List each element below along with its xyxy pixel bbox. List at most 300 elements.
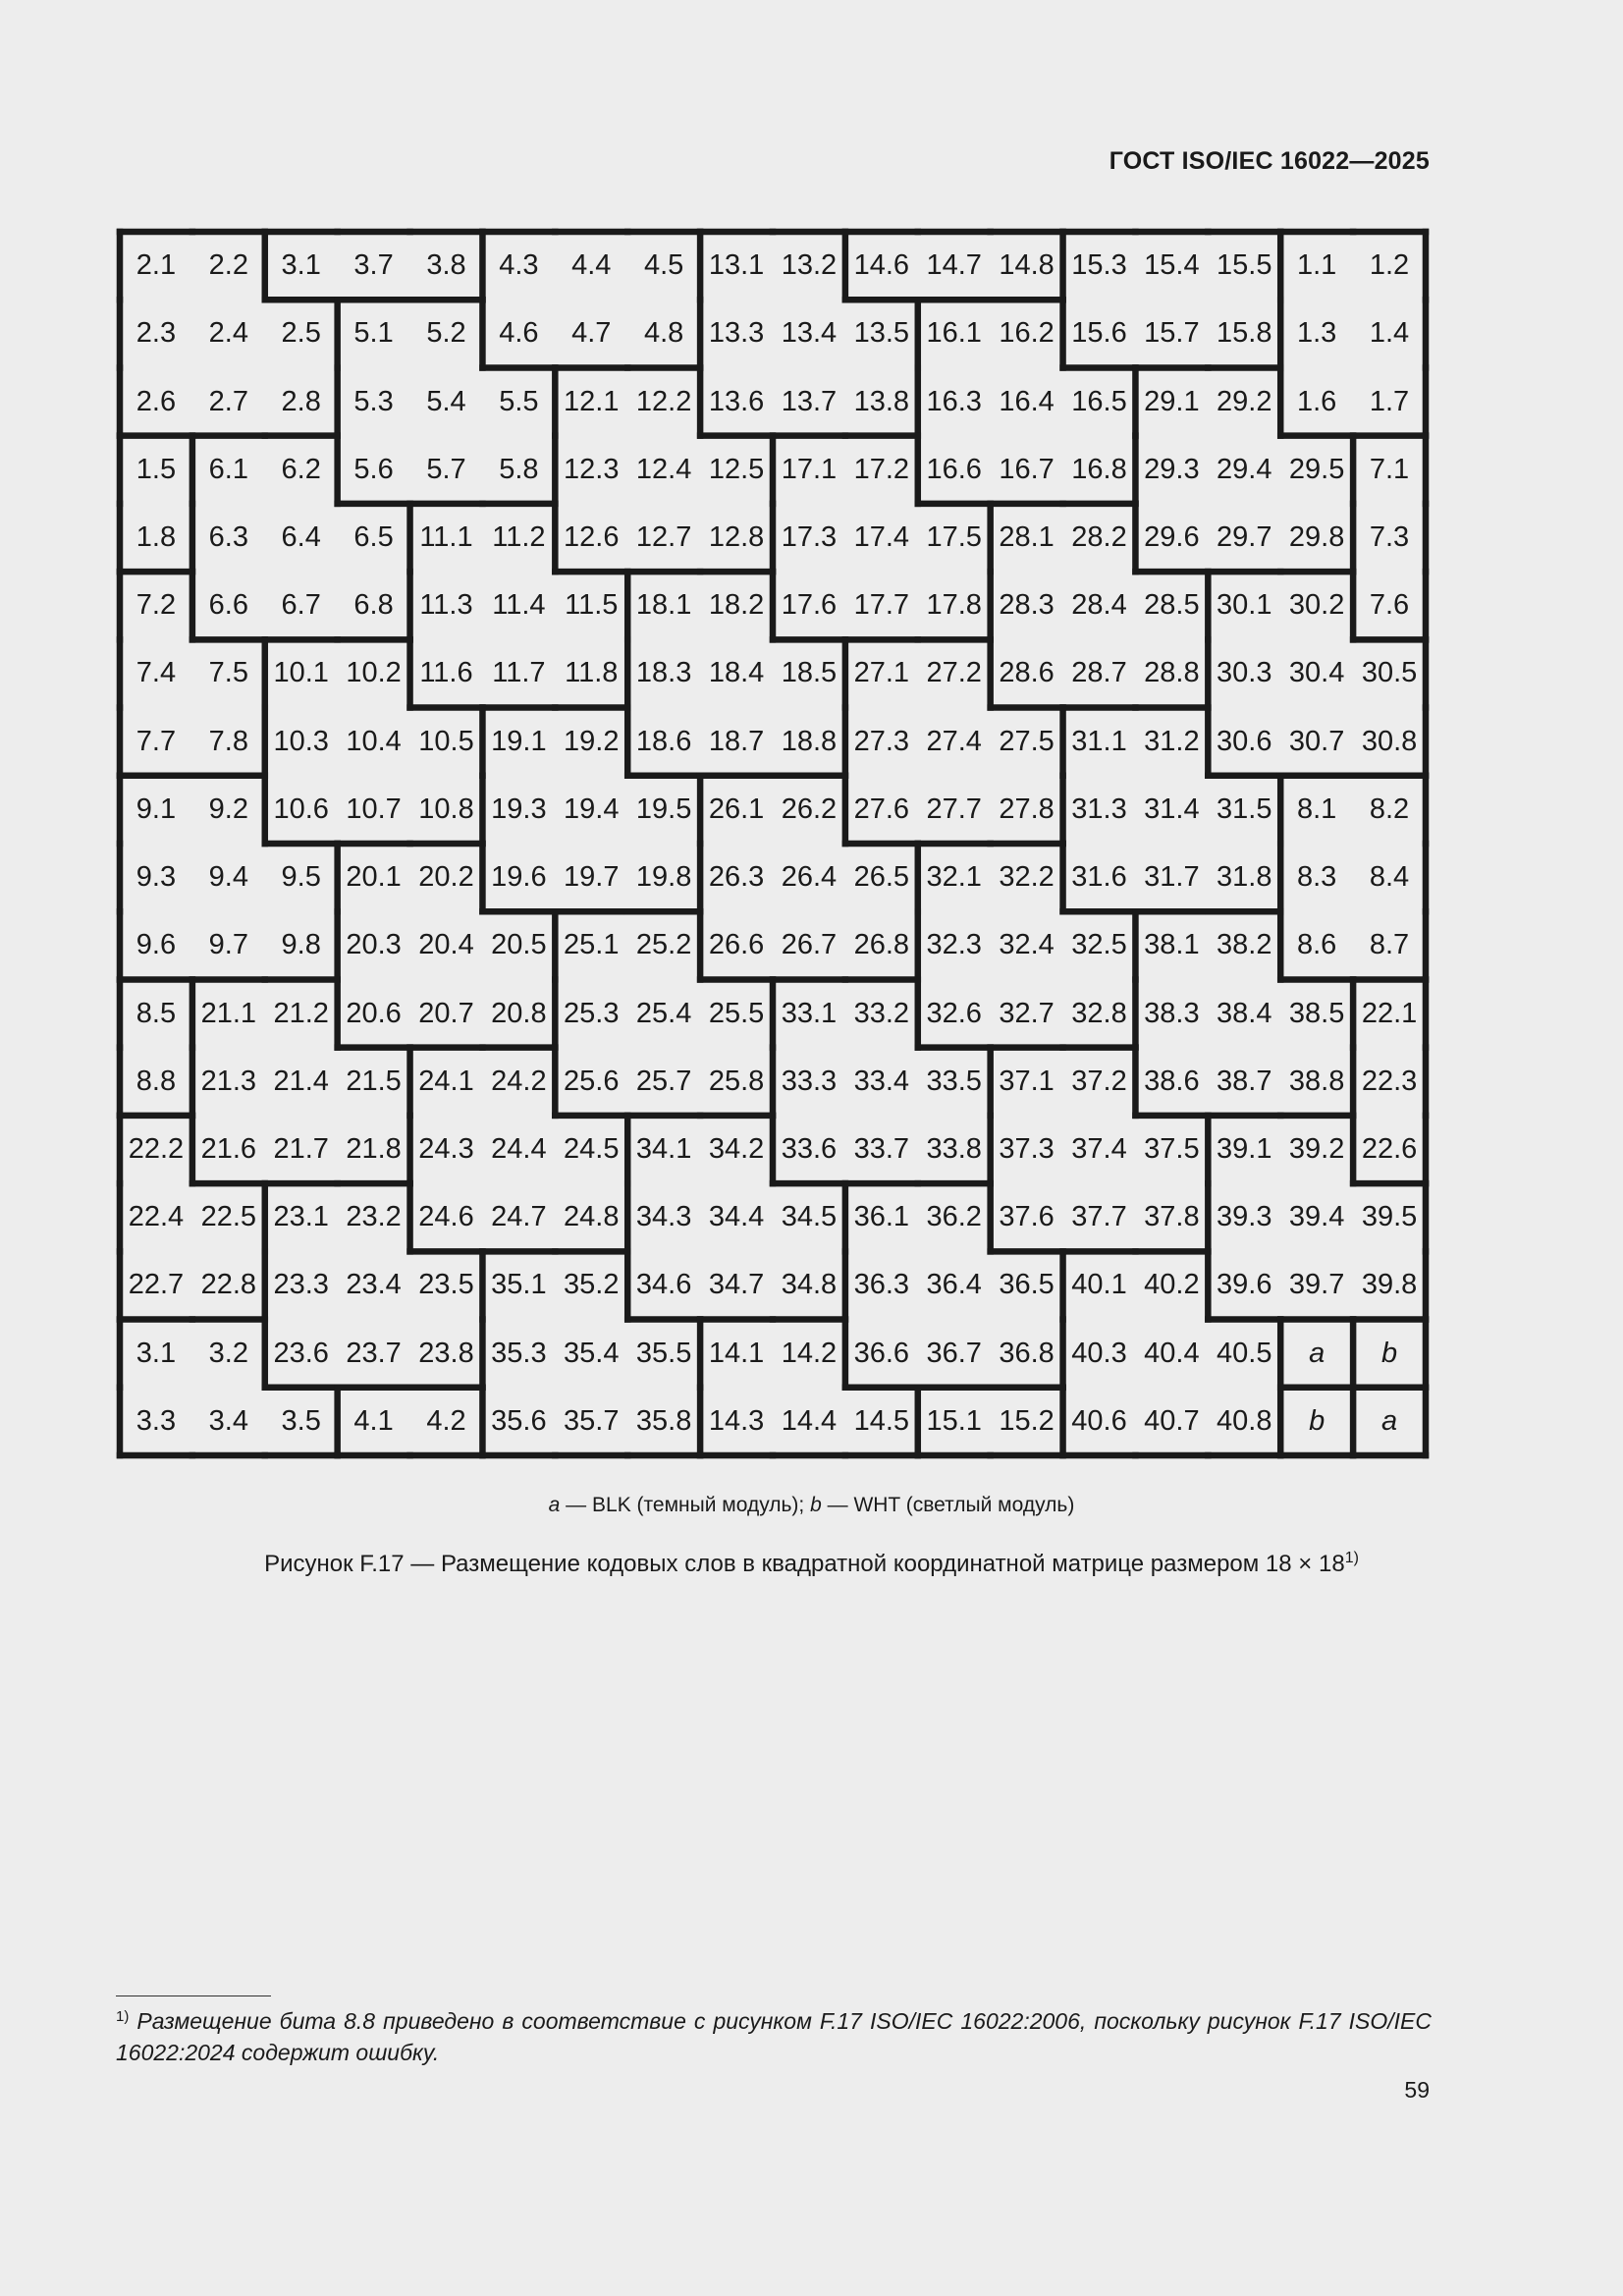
matrix-cell: 9.6 <box>120 911 192 979</box>
matrix-cell: 22.2 <box>120 1116 192 1183</box>
matrix-cell: 30.1 <box>1208 572 1280 639</box>
matrix-cell: 12.6 <box>555 504 627 572</box>
matrix-cell: 26.3 <box>700 844 773 911</box>
matrix-cell: 37.1 <box>991 1048 1063 1116</box>
matrix-cell: 38.3 <box>1135 979 1208 1047</box>
footnote-text: Размещение бита 8.8 приведено в соответствие с рисунком F.17 ISO/IEC 16022:2006, поскольку рисунок F.17 ISO/IEC 16022:2024 содержит ошибку. <box>116 2008 1432 2065</box>
matrix-cell: 6.3 <box>192 504 265 572</box>
matrix-cell: 20.4 <box>410 911 483 979</box>
matrix-cell: 5.2 <box>410 300 483 367</box>
matrix-cell: 39.5 <box>1353 1183 1426 1251</box>
matrix-cell: 7.6 <box>1353 572 1426 639</box>
matrix-cell: 12.8 <box>700 504 773 572</box>
matrix-cell: 6.7 <box>265 572 338 639</box>
matrix-cell: 29.8 <box>1280 504 1353 572</box>
matrix-cell: 28.4 <box>1063 572 1136 639</box>
matrix-cell: 5.8 <box>482 436 555 504</box>
matrix-cell: 34.5 <box>773 1183 845 1251</box>
matrix-cell: 36.8 <box>991 1320 1063 1388</box>
matrix-cell: 13.4 <box>773 300 845 367</box>
figure-legend <box>0 1494 1623 1517</box>
matrix-cell: 29.5 <box>1280 436 1353 504</box>
matrix-cell: 24.3 <box>410 1116 483 1183</box>
matrix-cell: 16.7 <box>991 436 1063 504</box>
matrix-cell: 3.2 <box>192 1320 265 1388</box>
matrix-cell: 9.4 <box>192 844 265 911</box>
matrix-cell: 27.2 <box>918 639 991 707</box>
matrix-cell: 26.6 <box>700 911 773 979</box>
matrix-cell: 24.1 <box>410 1048 483 1116</box>
matrix-cell: 9.2 <box>192 776 265 844</box>
matrix-cell: 28.7 <box>1063 639 1136 707</box>
matrix-cell: 40.6 <box>1063 1388 1136 1455</box>
matrix-cell: 14.4 <box>773 1388 845 1455</box>
matrix-cell: a <box>1280 1320 1353 1388</box>
matrix-cell: 24.4 <box>482 1116 555 1183</box>
matrix-cell: 18.4 <box>700 639 773 707</box>
matrix-cell: 39.8 <box>1353 1251 1426 1319</box>
matrix-cell: 25.8 <box>700 1048 773 1116</box>
matrix-cell: 31.5 <box>1208 776 1280 844</box>
matrix-cell: 11.3 <box>410 572 483 639</box>
matrix-cell: 24.8 <box>555 1183 627 1251</box>
matrix-cell: 31.3 <box>1063 776 1136 844</box>
matrix-cell: 5.6 <box>338 436 410 504</box>
matrix-cell: 30.3 <box>1208 639 1280 707</box>
matrix-cell: 39.3 <box>1208 1183 1280 1251</box>
matrix-cell: 15.4 <box>1135 232 1208 300</box>
matrix-cell: 2.6 <box>120 367 192 435</box>
matrix-cell: 33.2 <box>845 979 918 1047</box>
matrix-cell: 21.3 <box>192 1048 265 1116</box>
matrix-cell: 13.7 <box>773 367 845 435</box>
matrix-cell: 1.8 <box>120 504 192 572</box>
matrix-cell: 4.4 <box>555 232 627 300</box>
matrix-cell: 36.6 <box>845 1320 918 1388</box>
matrix-cell: 25.1 <box>555 911 627 979</box>
matrix-cell: 16.8 <box>1063 436 1136 504</box>
matrix-cell: 35.4 <box>555 1320 627 1388</box>
matrix-cell: 27.6 <box>845 776 918 844</box>
matrix-cell: 27.8 <box>991 776 1063 844</box>
matrix-cell: 7.7 <box>120 708 192 776</box>
matrix-cell: 27.1 <box>845 639 918 707</box>
matrix-cell: 1.5 <box>120 436 192 504</box>
matrix-cell: 37.7 <box>1063 1183 1136 1251</box>
matrix-cell: 17.3 <box>773 504 845 572</box>
matrix-cell: 39.4 <box>1280 1183 1353 1251</box>
matrix-cell: 30.4 <box>1280 639 1353 707</box>
matrix-cell: 34.7 <box>700 1251 773 1319</box>
matrix-cell: 36.3 <box>845 1251 918 1319</box>
matrix-cell: 9.5 <box>265 844 338 911</box>
matrix-cell: 38.5 <box>1280 979 1353 1047</box>
matrix-cell: 8.6 <box>1280 911 1353 979</box>
matrix-cell: 39.7 <box>1280 1251 1353 1319</box>
matrix-cell: 31.8 <box>1208 844 1280 911</box>
matrix-cell: 21.2 <box>265 979 338 1047</box>
matrix-cell: 33.5 <box>918 1048 991 1116</box>
matrix-cell: 10.1 <box>265 639 338 707</box>
matrix-cell: 28.3 <box>991 572 1063 639</box>
matrix-cell: 20.8 <box>482 979 555 1047</box>
matrix-cell: 3.3 <box>120 1388 192 1455</box>
matrix-cell: 1.6 <box>1280 367 1353 435</box>
matrix-cell: 6.5 <box>338 504 410 572</box>
matrix-cell: 14.8 <box>991 232 1063 300</box>
matrix-cell: 21.4 <box>265 1048 338 1116</box>
matrix-cell: 13.5 <box>845 300 918 367</box>
matrix-cell: 32.4 <box>991 911 1063 979</box>
matrix-cell: 25.5 <box>700 979 773 1047</box>
matrix-cell: 3.8 <box>410 232 483 300</box>
matrix-cell: 9.8 <box>265 911 338 979</box>
matrix-cell: 5.3 <box>338 367 410 435</box>
matrix-cell: 39.2 <box>1280 1116 1353 1183</box>
matrix-cell: 40.5 <box>1208 1320 1280 1388</box>
matrix-cell: 35.6 <box>482 1388 555 1455</box>
matrix-cell: 4.3 <box>482 232 555 300</box>
matrix-cell: 32.3 <box>918 911 991 979</box>
matrix-cell: 22.8 <box>192 1251 265 1319</box>
matrix-cell: 29.2 <box>1208 367 1280 435</box>
matrix-cell: 30.8 <box>1353 708 1426 776</box>
matrix-cell: 17.5 <box>918 504 991 572</box>
matrix-cell: 18.1 <box>627 572 700 639</box>
legend-b-letter: b <box>810 1494 822 1516</box>
matrix-cell: 28.2 <box>1063 504 1136 572</box>
matrix-cell: 9.3 <box>120 844 192 911</box>
matrix-cell: 9.7 <box>192 911 265 979</box>
matrix-cell: 2.5 <box>265 300 338 367</box>
matrix-cell: 7.5 <box>192 639 265 707</box>
matrix-cell: 2.3 <box>120 300 192 367</box>
matrix-cell: 21.6 <box>192 1116 265 1183</box>
page-number: 59 <box>1404 2077 1430 2103</box>
matrix-cell: 38.6 <box>1135 1048 1208 1116</box>
matrix-cell: 40.7 <box>1135 1388 1208 1455</box>
matrix-cell: 13.1 <box>700 232 773 300</box>
matrix-cell: 16.4 <box>991 367 1063 435</box>
codeword-boundary-lines <box>118 230 1428 1457</box>
matrix-cell: 23.2 <box>338 1183 410 1251</box>
matrix-cell: 22.7 <box>120 1251 192 1319</box>
matrix-cell: 20.7 <box>410 979 483 1047</box>
matrix-cell: 27.5 <box>991 708 1063 776</box>
matrix-cell: 3.7 <box>338 232 410 300</box>
matrix-cell: 13.2 <box>773 232 845 300</box>
matrix-cell: 18.7 <box>700 708 773 776</box>
matrix-cell: 34.4 <box>700 1183 773 1251</box>
matrix-cell: 11.4 <box>482 572 555 639</box>
matrix-cell: 29.4 <box>1208 436 1280 504</box>
matrix-cell: 14.3 <box>700 1388 773 1455</box>
matrix-cell: 10.7 <box>338 776 410 844</box>
matrix-cell: 6.6 <box>192 572 265 639</box>
matrix-cell: 4.6 <box>482 300 555 367</box>
matrix-cell: 25.2 <box>627 911 700 979</box>
matrix-cell: 26.1 <box>700 776 773 844</box>
matrix-cell: 11.7 <box>482 639 555 707</box>
figure-caption <box>0 1550 1623 1578</box>
legend-a-text: — BLK (темный модуль); <box>560 1494 811 1516</box>
matrix-cell: 20.2 <box>410 844 483 911</box>
matrix-cell: 11.1 <box>410 504 483 572</box>
matrix-cell: 32.1 <box>918 844 991 911</box>
matrix-cell: 3.4 <box>192 1388 265 1455</box>
matrix-cell: 40.2 <box>1135 1251 1208 1319</box>
matrix-cell: 20.5 <box>482 911 555 979</box>
matrix-cell: 15.3 <box>1063 232 1136 300</box>
matrix-cell: 25.6 <box>555 1048 627 1116</box>
matrix-cell: 34.6 <box>627 1251 700 1319</box>
matrix-cell: 33.3 <box>773 1048 845 1116</box>
matrix-cell: 5.7 <box>410 436 483 504</box>
matrix-cell: 24.5 <box>555 1116 627 1183</box>
matrix-cell: 4.1 <box>338 1388 410 1455</box>
matrix-cell: 8.3 <box>1280 844 1353 911</box>
matrix-cell: 4.8 <box>627 300 700 367</box>
matrix-cell: 21.7 <box>265 1116 338 1183</box>
matrix-cell: 14.7 <box>918 232 991 300</box>
matrix-cell: 15.6 <box>1063 300 1136 367</box>
matrix-cell: 22.5 <box>192 1183 265 1251</box>
matrix-cell: 31.2 <box>1135 708 1208 776</box>
matrix-cell: 8.4 <box>1353 844 1426 911</box>
matrix-cell: a <box>1353 1388 1426 1455</box>
matrix-cell: 2.8 <box>265 367 338 435</box>
matrix-cell: 38.8 <box>1280 1048 1353 1116</box>
matrix-cell: 30.6 <box>1208 708 1280 776</box>
matrix-cell: 24.7 <box>482 1183 555 1251</box>
matrix-cell: 7.3 <box>1353 504 1426 572</box>
matrix-cell: 35.1 <box>482 1251 555 1319</box>
matrix-cell: 37.8 <box>1135 1183 1208 1251</box>
matrix-cell: 7.8 <box>192 708 265 776</box>
matrix-cell: b <box>1353 1320 1426 1388</box>
legend-a-letter: a <box>548 1494 561 1516</box>
matrix-cell: 36.1 <box>845 1183 918 1251</box>
matrix-cell: 19.7 <box>555 844 627 911</box>
matrix-cell: 18.6 <box>627 708 700 776</box>
footnote-divider <box>116 1995 271 1996</box>
matrix-cell: 34.8 <box>773 1251 845 1319</box>
matrix-cell: 10.4 <box>338 708 410 776</box>
matrix-cell: 37.2 <box>1063 1048 1136 1116</box>
matrix-cell: 16.1 <box>918 300 991 367</box>
matrix-cell: 13.3 <box>700 300 773 367</box>
matrix-cell: 31.4 <box>1135 776 1208 844</box>
matrix-cell: 28.6 <box>991 639 1063 707</box>
matrix-cell: 14.5 <box>845 1388 918 1455</box>
matrix-cell: 16.5 <box>1063 367 1136 435</box>
matrix-cell: 31.7 <box>1135 844 1208 911</box>
matrix-cell: 1.1 <box>1280 232 1353 300</box>
matrix-cell: 29.7 <box>1208 504 1280 572</box>
matrix-cell: 3.5 <box>265 1388 338 1455</box>
matrix-cell: 38.4 <box>1208 979 1280 1047</box>
matrix-cell: 22.4 <box>120 1183 192 1251</box>
matrix-cell: 26.4 <box>773 844 845 911</box>
matrix-cell: 2.7 <box>192 367 265 435</box>
matrix-cell: 32.6 <box>918 979 991 1047</box>
matrix-cell: 32.5 <box>1063 911 1136 979</box>
matrix-cell: b <box>1280 1388 1353 1455</box>
matrix-cell: 36.5 <box>991 1251 1063 1319</box>
matrix-cell: 2.4 <box>192 300 265 367</box>
matrix-cell: 17.2 <box>845 436 918 504</box>
matrix-cell: 28.5 <box>1135 572 1208 639</box>
matrix-cell: 27.7 <box>918 776 991 844</box>
matrix-cell: 32.2 <box>991 844 1063 911</box>
matrix-cell: 17.1 <box>773 436 845 504</box>
matrix-cell: 39.6 <box>1208 1251 1280 1319</box>
matrix-cell: 12.3 <box>555 436 627 504</box>
matrix-cell: 22.3 <box>1353 1048 1426 1116</box>
matrix-cell: 38.1 <box>1135 911 1208 979</box>
matrix-cell: 3.1 <box>265 232 338 300</box>
matrix-cell: 32.8 <box>1063 979 1136 1047</box>
matrix-cell: 14.1 <box>700 1320 773 1388</box>
matrix-cell: 7.4 <box>120 639 192 707</box>
matrix-cell: 30.5 <box>1353 639 1426 707</box>
matrix-cell: 11.8 <box>555 639 627 707</box>
matrix-cell: 31.1 <box>1063 708 1136 776</box>
matrix-cell: 38.2 <box>1208 911 1280 979</box>
matrix-cell: 35.2 <box>555 1251 627 1319</box>
matrix-cell: 19.1 <box>482 708 555 776</box>
matrix-cell: 18.3 <box>627 639 700 707</box>
matrix-cell: 19.4 <box>555 776 627 844</box>
matrix-cell: 8.8 <box>120 1048 192 1116</box>
matrix-cell: 26.2 <box>773 776 845 844</box>
matrix-cell: 36.2 <box>918 1183 991 1251</box>
matrix-cell: 28.8 <box>1135 639 1208 707</box>
matrix-cell: 17.6 <box>773 572 845 639</box>
matrix-cell: 27.4 <box>918 708 991 776</box>
caption-text: Рисунок F.17 — Размещение кодовых слов в квадратной координатной матрице размером 18 × 18 <box>264 1551 1345 1577</box>
caption-footnote-mark: 1) <box>1344 1550 1359 1566</box>
matrix-cell: 17.4 <box>845 504 918 572</box>
matrix-cell: 2.2 <box>192 232 265 300</box>
matrix-cell: 5.1 <box>338 300 410 367</box>
matrix-cell: 23.3 <box>265 1251 338 1319</box>
matrix-cell: 8.7 <box>1353 911 1426 979</box>
matrix-cell: 20.3 <box>338 911 410 979</box>
matrix-cell: 1.3 <box>1280 300 1353 367</box>
codeword-placement-matrix <box>120 232 1426 1455</box>
matrix-cell: 3.1 <box>120 1320 192 1388</box>
matrix-cell: 2.1 <box>120 232 192 300</box>
matrix-cell: 12.2 <box>627 367 700 435</box>
matrix-cell: 37.5 <box>1135 1116 1208 1183</box>
matrix-cell: 33.1 <box>773 979 845 1047</box>
matrix-cell: 7.1 <box>1353 436 1426 504</box>
matrix-cell: 18.5 <box>773 639 845 707</box>
matrix-cell: 10.8 <box>410 776 483 844</box>
matrix-cell: 15.1 <box>918 1388 991 1455</box>
matrix-cell: 34.3 <box>627 1183 700 1251</box>
matrix-cell: 11.5 <box>555 572 627 639</box>
matrix-cell: 23.5 <box>410 1251 483 1319</box>
legend-b-text: — WHT (светлый модуль) <box>821 1494 1075 1516</box>
matrix-cell: 27.3 <box>845 708 918 776</box>
matrix-cell: 31.6 <box>1063 844 1136 911</box>
matrix-cell: 12.1 <box>555 367 627 435</box>
matrix-cell: 23.6 <box>265 1320 338 1388</box>
matrix-cell: 40.8 <box>1208 1388 1280 1455</box>
matrix-cell: 23.1 <box>265 1183 338 1251</box>
matrix-cell: 20.1 <box>338 844 410 911</box>
matrix-cell: 39.1 <box>1208 1116 1280 1183</box>
matrix-cell: 37.6 <box>991 1183 1063 1251</box>
matrix-cell: 10.2 <box>338 639 410 707</box>
matrix-cell: 21.5 <box>338 1048 410 1116</box>
matrix-cell: 35.8 <box>627 1388 700 1455</box>
matrix-cell: 12.5 <box>700 436 773 504</box>
matrix-cell: 4.7 <box>555 300 627 367</box>
matrix-cell: 19.6 <box>482 844 555 911</box>
matrix-cell: 29.3 <box>1135 436 1208 504</box>
matrix-cell: 8.2 <box>1353 776 1426 844</box>
matrix-cell: 8.1 <box>1280 776 1353 844</box>
matrix-cell: 6.1 <box>192 436 265 504</box>
matrix-cell: 23.4 <box>338 1251 410 1319</box>
matrix-cell: 17.7 <box>845 572 918 639</box>
matrix-cell: 15.2 <box>991 1388 1063 1455</box>
matrix-cell: 15.7 <box>1135 300 1208 367</box>
matrix-cell: 22.1 <box>1353 979 1426 1047</box>
footnote <box>116 2001 1432 2068</box>
matrix-cell: 38.7 <box>1208 1048 1280 1116</box>
matrix-cell: 6.2 <box>265 436 338 504</box>
matrix-cell: 35.7 <box>555 1388 627 1455</box>
matrix-cell: 25.7 <box>627 1048 700 1116</box>
matrix-cell: 10.5 <box>410 708 483 776</box>
matrix-cell: 6.8 <box>338 572 410 639</box>
matrix-cell: 18.8 <box>773 708 845 776</box>
matrix-cell: 19.2 <box>555 708 627 776</box>
matrix-cell: 23.7 <box>338 1320 410 1388</box>
matrix-cell: 33.4 <box>845 1048 918 1116</box>
matrix-cell: 34.1 <box>627 1116 700 1183</box>
matrix-cell: 4.2 <box>410 1388 483 1455</box>
matrix-cell: 16.3 <box>918 367 991 435</box>
matrix-cell: 37.3 <box>991 1116 1063 1183</box>
matrix-cell: 13.6 <box>700 367 773 435</box>
matrix-cell: 16.2 <box>991 300 1063 367</box>
matrix-cell: 18.2 <box>700 572 773 639</box>
matrix-cell: 35.5 <box>627 1320 700 1388</box>
matrix-cell: 26.8 <box>845 911 918 979</box>
matrix-cell: 25.4 <box>627 979 700 1047</box>
matrix-cell: 40.3 <box>1063 1320 1136 1388</box>
matrix-cell: 29.1 <box>1135 367 1208 435</box>
matrix-cell: 33.8 <box>918 1116 991 1183</box>
matrix-cell: 10.3 <box>265 708 338 776</box>
matrix-cell: 15.5 <box>1208 232 1280 300</box>
matrix-cell: 30.7 <box>1280 708 1353 776</box>
matrix-cell: 12.4 <box>627 436 700 504</box>
matrix-cell: 16.6 <box>918 436 991 504</box>
matrix-cell: 5.5 <box>482 367 555 435</box>
document-header: ГОСТ ISO/IEC 16022—2025 <box>1109 147 1430 175</box>
matrix-cell: 40.1 <box>1063 1251 1136 1319</box>
matrix-cell: 15.8 <box>1208 300 1280 367</box>
matrix-cell: 36.4 <box>918 1251 991 1319</box>
matrix-cell: 26.5 <box>845 844 918 911</box>
matrix-cell: 36.7 <box>918 1320 991 1388</box>
